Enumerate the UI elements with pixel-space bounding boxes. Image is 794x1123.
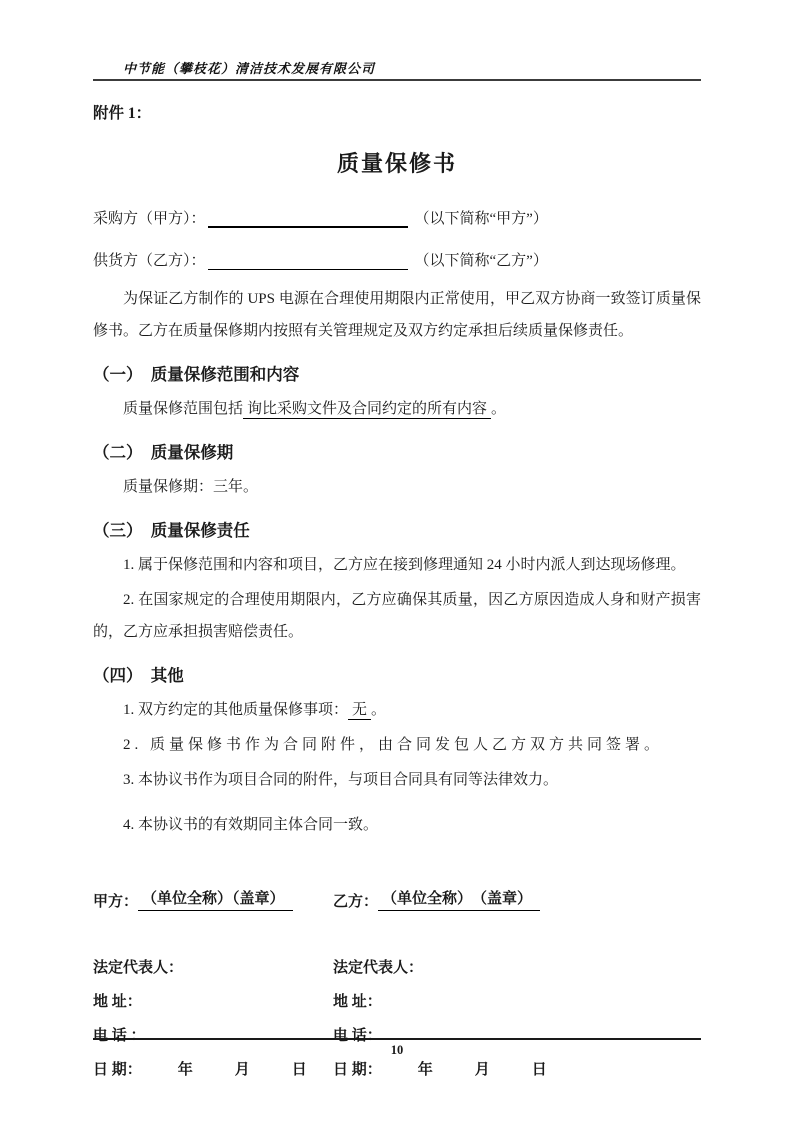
- page-footer: [93, 1038, 701, 1059]
- party-b-phone: 电 话：: [333, 1027, 382, 1044]
- party-a-legal-column: [93, 949, 333, 1085]
- attachment-label: 附件 1：: [93, 105, 152, 122]
- supplier-alias: （以下简称“乙方”）: [414, 253, 548, 269]
- party-a-address: 地 址：: [93, 993, 142, 1010]
- party-a-date-label: 日 期：: [93, 1061, 142, 1078]
- party-a-legal-rep: 法定代表人：: [93, 959, 184, 976]
- section-1-body: [93, 393, 701, 425]
- page-number: 10: [390, 1043, 404, 1057]
- section-2-heading: （二） 质量保修期: [93, 443, 234, 462]
- party-a-signature: [93, 887, 333, 911]
- supplier-line: [93, 243, 701, 270]
- party-b-signature: [333, 887, 540, 911]
- party-a-date-year: 年: [177, 1061, 193, 1078]
- supplier-name-blank: [208, 251, 408, 270]
- section-4-heading: （四） 其他: [93, 666, 184, 685]
- party-b-sign-label: 乙方：: [333, 894, 379, 910]
- party-a-date-month: 月: [234, 1061, 250, 1078]
- party-a-sign-label: 甲方：: [93, 894, 139, 910]
- document-title: 质量保修书: [336, 151, 457, 176]
- section-3-item-1: 1. 属于保修范围和内容和项目，乙方应在接到修理通知 24 小时内派人到达现场修理。: [123, 557, 686, 573]
- party-b-date-label: 日 期：: [333, 1061, 382, 1078]
- buyer-label: 采购方（甲方）：: [93, 211, 206, 227]
- party-a-date-day: 日: [291, 1061, 307, 1078]
- party-a-phone: 电 话 ：: [93, 1027, 146, 1044]
- section-3-heading: （三） 质量保修责任: [93, 521, 250, 540]
- party-b-date-year: 年: [417, 1061, 433, 1078]
- page-header: [93, 58, 701, 81]
- document-body: [0, 101, 794, 1085]
- supplier-label: 供货方（乙方）：: [93, 253, 206, 269]
- section-2-body: 质量保修期：三年。: [123, 479, 259, 495]
- signature-row: [93, 887, 701, 911]
- section-4-item-2: 2. 质量保修书作为合同附件，由合同发包人乙方双方共同签署。: [123, 737, 664, 753]
- header-company-name: 中节能（攀枝花）清洁技术发展有限公司: [123, 61, 376, 76]
- party-b-sign-value: （单位全称） （盖章）: [378, 887, 540, 911]
- section-4-item-1: [93, 694, 701, 726]
- party-b-address: 地 址：: [333, 993, 382, 1010]
- section-4-item-1-suffix: 。: [371, 702, 387, 718]
- buyer-line: [93, 201, 701, 228]
- section-4-item-1-prefix: 1. 双方约定的其他质量保修事项：: [123, 702, 349, 718]
- buyer-name-blank: [208, 208, 408, 228]
- section-1-text-prefix: 质量保修范围包括: [123, 401, 244, 417]
- party-b-legal-column: [333, 949, 573, 1085]
- section-4-item-4: 4. 本协议书的有效期同主体合同一致。: [123, 817, 379, 833]
- legal-info-block: [93, 949, 701, 1085]
- intro-paragraph: 为保证乙方制作的 UPS 电源在合理使用期限内正常使用，甲乙双方协商一致签订质量保修书。乙方在质量保修期内按照有关管理规定及双方约定承担后续质量保修责任。: [93, 291, 701, 339]
- section-1-heading: （一） 质量保修范围和内容: [93, 365, 300, 384]
- party-b-date-month: 月: [474, 1061, 490, 1078]
- party-a-sign-value: （单位全称）（盖章）: [138, 887, 293, 911]
- party-b-date-day: 日: [531, 1061, 547, 1078]
- section-4-item-3: 3. 本协议书作为项目合同的附件，与项目合同具有同等法律效力。: [123, 772, 559, 788]
- section-3-item-2: 2. 在国家规定的合理使用期限内，乙方应确保其质量，因乙方原因造成人身和财产损害的，乙方应承担损害赔偿责任。: [93, 592, 701, 640]
- section-1-text-suffix: 。: [491, 401, 507, 417]
- buyer-alias: （以下简称“甲方”）: [414, 211, 548, 227]
- section-1-filled-blank: 询比采购文件及合同约定的所有内容: [243, 401, 491, 419]
- party-b-legal-rep: 法定代表人：: [333, 959, 424, 976]
- section-4-item-1-filled-blank: 无: [348, 702, 371, 720]
